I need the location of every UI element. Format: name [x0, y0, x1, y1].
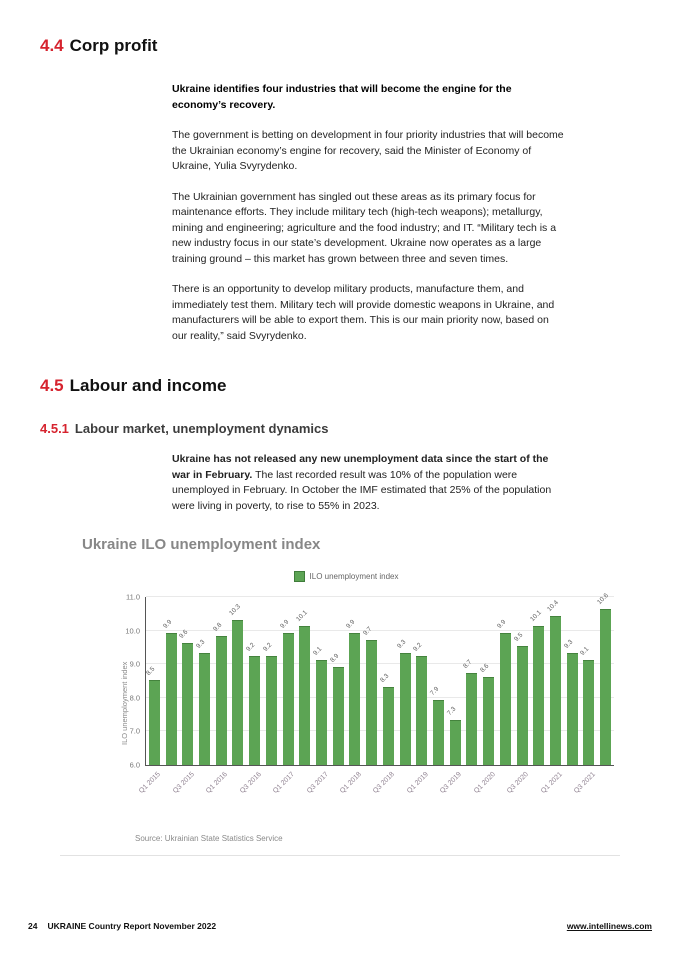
bar-value-label: 9.9	[345, 618, 357, 630]
report-title: UKRAINE Country Report November 2022	[47, 921, 217, 931]
y-axis-tick-label: 9.0	[129, 659, 140, 669]
bar-q1-2018	[349, 633, 360, 765]
bar-q2-2020	[500, 633, 511, 765]
x-axis-tick-label: Q3 2017	[305, 771, 330, 795]
bar-q4-2019	[466, 673, 477, 765]
page-footer	[28, 921, 652, 931]
bar-chart-plot-area	[120, 592, 614, 795]
bar-value-label: 7.3	[445, 705, 458, 718]
section-title: Labour and income	[69, 376, 227, 395]
bar-value-label: 9.5	[512, 632, 524, 644]
bar-value-label: 10.6	[596, 592, 611, 607]
x-axis-tick-label: Q1 2020	[472, 771, 497, 795]
bar-value-label: 9.3	[195, 638, 207, 651]
x-axis-tick-label: Q1 2021	[539, 771, 564, 795]
x-axis-tick-label: Q1 2017	[272, 771, 297, 795]
bar-value-label: 10.4	[546, 599, 560, 614]
labour-body	[172, 452, 564, 529]
bar-value-label: 8.9	[328, 652, 341, 664]
section-heading-4-5	[40, 376, 226, 396]
labour-rest: The last recorded result was 10% of the population were unemployed in February. In October the IMF estimated that 25% of the population were living in poverty, to rise to 55% in 2023.	[172, 468, 552, 512]
bar-q1-2017	[283, 633, 294, 765]
x-axis-tick-label: Q3 2020	[506, 771, 531, 795]
bar-q2-2018	[366, 640, 377, 765]
bar-value-label: 8.3	[378, 672, 391, 684]
section-heading-4-5-1	[40, 421, 329, 436]
bar-q4-2016	[266, 656, 277, 765]
x-axis-tick-label: Q1 2018	[338, 771, 363, 795]
x-axis-tick-label: Q3 2021	[572, 771, 597, 795]
bar-q2-2021	[567, 653, 578, 765]
bar-q1-2019	[416, 656, 427, 765]
chart-legend	[60, 569, 632, 587]
bar-q4-2018	[400, 653, 411, 765]
bar-q3-2020	[517, 646, 528, 765]
section-title: Corp profit	[69, 36, 158, 55]
x-axis-tick-label: Q1 2019	[405, 771, 430, 795]
bar-value-label: 9.9	[161, 618, 173, 630]
bar-q1-2020	[483, 677, 494, 765]
legend-swatch-icon	[294, 571, 305, 582]
section-heading-4-4	[40, 36, 157, 56]
bar-q4-2020	[533, 626, 544, 765]
x-axis-tick-label: Q3 2019	[439, 771, 464, 795]
footer-left	[28, 921, 216, 931]
bar-q3-2018	[383, 687, 394, 765]
bar-value-label: 8.5	[144, 665, 157, 677]
website-link[interactable]: www.intellinews.com	[566, 921, 652, 931]
y-axis-tick-label: 6.0	[129, 760, 140, 770]
bar-value-label: 8.6	[479, 662, 491, 674]
page-number: 24	[28, 921, 38, 931]
bar-q4-2021	[600, 609, 611, 765]
bar-value-label: 9.2	[261, 642, 274, 654]
bar-value-label: 8.7	[462, 658, 474, 671]
y-axis-tick-label: 11.0	[125, 592, 140, 602]
labour-lead-bold: Ukraine has not released any new unemployment data since the start of the war in February.	[172, 453, 549, 481]
chart-title: Ukraine ILO unemployment index	[82, 536, 321, 553]
section-number: 4.5.1	[40, 421, 69, 436]
bar-q2-2017	[299, 626, 310, 765]
unemployment-chart-figure	[60, 533, 632, 863]
chart-source-note: Source: Ukrainian State Statistics Service	[135, 834, 283, 843]
section-number: 4.4	[40, 36, 64, 55]
section-number: 4.5	[40, 376, 64, 395]
bar-q1-2015	[149, 680, 160, 765]
x-axis-tick-label: Q1 2015	[138, 771, 163, 795]
gridline	[146, 596, 614, 597]
bar-q1-2016	[216, 636, 227, 765]
bar-value-label: 9.6	[178, 628, 190, 641]
bar-q4-2017	[333, 667, 344, 765]
bar-value-label: 9.8	[211, 621, 224, 634]
bar-value-label: 9.3	[562, 638, 575, 651]
corp-profit-paragraph: The Ukrainian government has singled out these areas as its primary focus for maintenance efforts. They include military tech (high-tech weapons); metallurgy, mining and engineering; agriculture and the food industry; and IT. “Military tech is a new industry focus in our state’s development. Ukraine now operates as a large training ground – this market has grown between three and seven times.	[172, 190, 557, 265]
bar-q2-2015	[166, 633, 177, 765]
labour-paragraph	[172, 452, 564, 514]
bar-value-label: 7.9	[429, 685, 441, 698]
x-axis-tick-label: Q3 2015	[171, 771, 196, 795]
bar-q3-2017	[316, 660, 327, 765]
corp-profit-paragraph: The government is betting on development in four priority industries that will become the Ukrainian economy’s engine for recovery, said the Minister of Economy of Ukraine, Yulia Svyrydenko.	[172, 129, 564, 172]
bar-value-label: 9.1	[312, 645, 324, 657]
x-axis-tick-label: Q3 2018	[372, 771, 397, 795]
figure-divider	[60, 855, 620, 856]
legend-label: ILO unemployment index	[309, 572, 399, 581]
y-axis-title: ILO unemployment index	[120, 661, 129, 745]
bar-value-label: 9.9	[278, 618, 290, 630]
y-axis-tick-label: 8.0	[129, 693, 140, 703]
y-axis-tick-label: 7.0	[129, 726, 140, 736]
bar-value-label: 9.7	[362, 625, 374, 637]
bar-q3-2021	[583, 660, 594, 765]
bar-q1-2021	[550, 616, 561, 765]
bar-q3-2019	[450, 720, 461, 765]
bar-q2-2016	[232, 620, 243, 765]
corp-profit-body	[172, 82, 564, 359]
bar-value-label: 9.2	[245, 642, 257, 654]
section-title: Labour market, unemployment dynamics	[74, 421, 329, 436]
y-axis-tick-label: 10.0	[125, 626, 140, 636]
bar-value-label: 9.3	[395, 638, 407, 651]
bar-q2-2019	[433, 700, 444, 765]
bar-value-label: 10.3	[228, 602, 243, 617]
corp-profit-lead: Ukraine identifies four industries that will become the engine for the economy’s recovery.	[172, 83, 512, 111]
x-axis-tick-label: Q1 2016	[205, 771, 230, 795]
bar-value-label: 9.1	[579, 645, 591, 657]
corp-profit-paragraph: There is an opportunity to develop military products, manufacture them, and immediately test them. Military tech will provide domestic weapons in Ukraine, and manufacturers will be able to export them. This is our main priority now, based on our reality,” said Svyrydenko.	[172, 283, 555, 342]
bar-q4-2015	[199, 653, 210, 765]
x-axis-tick-label: Q3 2016	[238, 771, 263, 795]
bar-q3-2016	[249, 656, 260, 765]
bar-value-label: 10.1	[529, 609, 544, 624]
bar-value-label: 10.1	[295, 609, 310, 624]
bar-value-label: 9.9	[495, 618, 508, 630]
bar-q3-2015	[182, 643, 193, 765]
bar-value-label: 9.2	[412, 642, 424, 654]
